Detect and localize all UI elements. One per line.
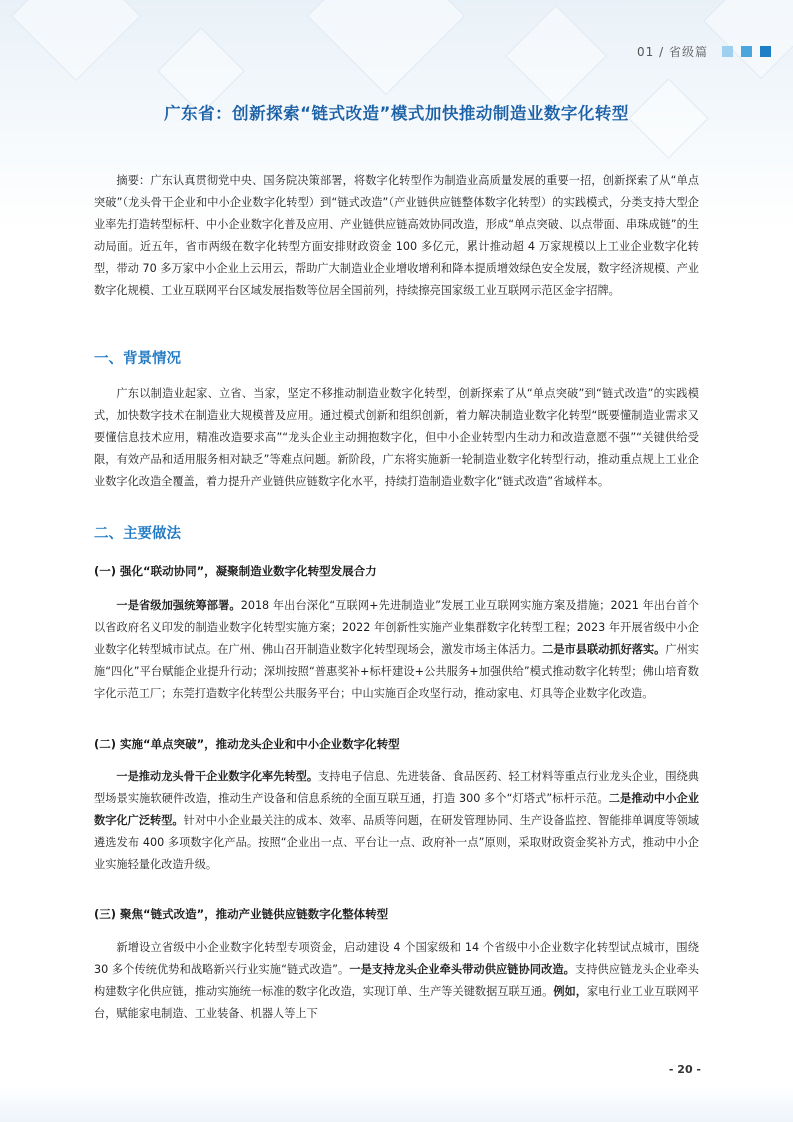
subsection-heading-3: (三) 聚焦“链式改造”，推动产业链供应链数字化整体转型 bbox=[94, 907, 389, 921]
subsection-2-body bbox=[94, 766, 699, 876]
square-icon bbox=[741, 46, 752, 57]
subsection-3-body bbox=[94, 937, 699, 1025]
abstract-text: 摘要：广东认真贯彻党中央、国务院决策部署，将数字化转型作为制造业高质量发展的重要一招，创新探索了从“单点突破”（龙头骨干企业和中小企业数字化转型）到“链式改造”（产业链供应链整体数字化转型）的实践模式，分类支持大型企业率先打造转型标杆、中小企业数字化普及应用、产业链供应链高效协同改造，形成“单点突破、以点带面、串珠成链”的生动局面。近五年，省市两级在数字化转型方面安排财政资金 100 多亿元，累计推动超 4 万家规模以上工业企业数字化转型，带动 70 多万家中小企业上云用云，帮助广大制造业企业增收增利和降本提质增效绿色安全发展，数字经济规模、产业数字化规模、工业互联网平台区域发展指数等位居全国前列，持续擦亮国家级工业互联网示范区金字招牌。 bbox=[94, 174, 699, 297]
subsection-heading-1: (一) 强化“联动协同”，凝聚制造业数字化转型发展合力 bbox=[94, 564, 377, 578]
background-section bbox=[94, 383, 699, 493]
paragraph-text: 家电行业工业互联网平台，赋能家电制造、工业装备、机器人等上下 bbox=[94, 985, 699, 1020]
subsection-2-text bbox=[94, 766, 699, 876]
page-number: - 20 - bbox=[668, 1063, 701, 1076]
lead-phrase: 一是省级加强统筹部署。 bbox=[116, 599, 241, 612]
page-header bbox=[637, 43, 771, 60]
paragraph-text: 支持供应链龙头企业牵头构建数字化供应链，推动实施统一标准的数字化改造，实现订单、生产等关键数据互联互通。 bbox=[94, 963, 699, 998]
section-heading-main-practices: 二、主要做法 bbox=[94, 526, 181, 542]
paragraph-text: 新增设立省级中小企业数字化转型专项资金，启动建设 4 个国家级和 14 个省级中小企业数字化转型试点城市，围绕 30 多个传统优势和战略新兴行业实施“链式改造”。 bbox=[94, 941, 699, 976]
paragraph-text: 针对中小企业最关注的成本、效率、品质等问题，在研发管理协同、生产设备监控、智能排单调度等领域遴选发布 400 多项数字化产品。按照“企业出一点、平台让一点、政府补一点”原则，采取财政资金奖补方式，推动中小企业实施轻量化改造升级。 bbox=[94, 814, 699, 871]
lead-phrase: 一是推动龙头骨干企业数字化率先转型。 bbox=[116, 770, 319, 783]
abstract-block bbox=[94, 170, 699, 302]
footer-background-decoration bbox=[0, 1086, 793, 1122]
paragraph-text: 支持电子信息、先进装备、食品医药、轻工材料等重点行业龙头企业，围绕典型场景实施软硬件改造，推动生产设备和信息系统的全面互联互通，打造 300 多个“灯塔式”标杆示范。 bbox=[94, 770, 699, 805]
square-icon bbox=[760, 46, 771, 57]
section-heading-background: 一、背景情况 bbox=[94, 351, 181, 367]
lead-phrase: 例如， bbox=[553, 985, 587, 998]
subsection-1-text bbox=[94, 595, 699, 705]
paragraph-text: 2018 年出台深化“互联网+先进制造业”发展工业互联网实施方案及措施；2021 年出台首个以省政府名义印发的制造业数字化转型实施方案；2022 年创新性实施产业集群数字化转型工程；2023 年开展省级中小企业数字化转型城市试点。在广州、佛山召开制造业数字化转型现场会，激发市场主体活力。 bbox=[94, 599, 699, 656]
subsection-1-body bbox=[94, 595, 699, 705]
section-label: 01 / 省级篇 bbox=[637, 45, 708, 59]
background-text: 广东以制造业起家、立省、当家，坚定不移推动制造业数字化转型，创新探索了从“单点突破”到“链式改造”的实践模式，加快数字技术在制造业大规模普及应用。通过模式创新和组织创新，着力解决制造业数字化转型“既要懂制造业需求又要懂信息技术应用，精准改造要求高”“龙头企业主动拥抱数字化，但中小企业转型内生动力和改造意愿不强”“关键供给受限，有效产品和适用服务相对缺乏”等难点问题。新阶段，广东将实施新一轮制造业数字化转型行动，推动重点规上工业企业数字化改造全覆盖，着力提升产业链供应链数字化水平，持续打造制造业数字化“链式改造”省域样本。 bbox=[94, 387, 699, 488]
page-title: 广东省：创新探索“链式改造”模式加快推动制造业数字化转型 bbox=[164, 104, 629, 123]
lead-phrase: 二是推动中小企业数字化广泛转型。 bbox=[94, 792, 699, 827]
paragraph-text: 广州实施“四化”平台赋能企业提升行动；深圳按照“普惠奖补+标杆建设+公共服务+加强供给”模式推动数字化转型；佛山培育数字化示范工厂；东莞打造数字化转型公共服务平台；中山实施百企攻坚行动，推动家电、灯具等企业数字化改造。 bbox=[94, 643, 699, 700]
subsection-3-text bbox=[94, 937, 699, 1025]
lead-phrase: 二是市县联动抓好落实。 bbox=[542, 643, 666, 656]
lead-phrase: 一是支持龙头企业牵头带动供应链协同改造。 bbox=[349, 963, 575, 976]
square-icon bbox=[722, 46, 733, 57]
subsection-heading-2: (二) 实施“单点突破”，推动龙头企业和中小企业数字化转型 bbox=[94, 737, 400, 751]
